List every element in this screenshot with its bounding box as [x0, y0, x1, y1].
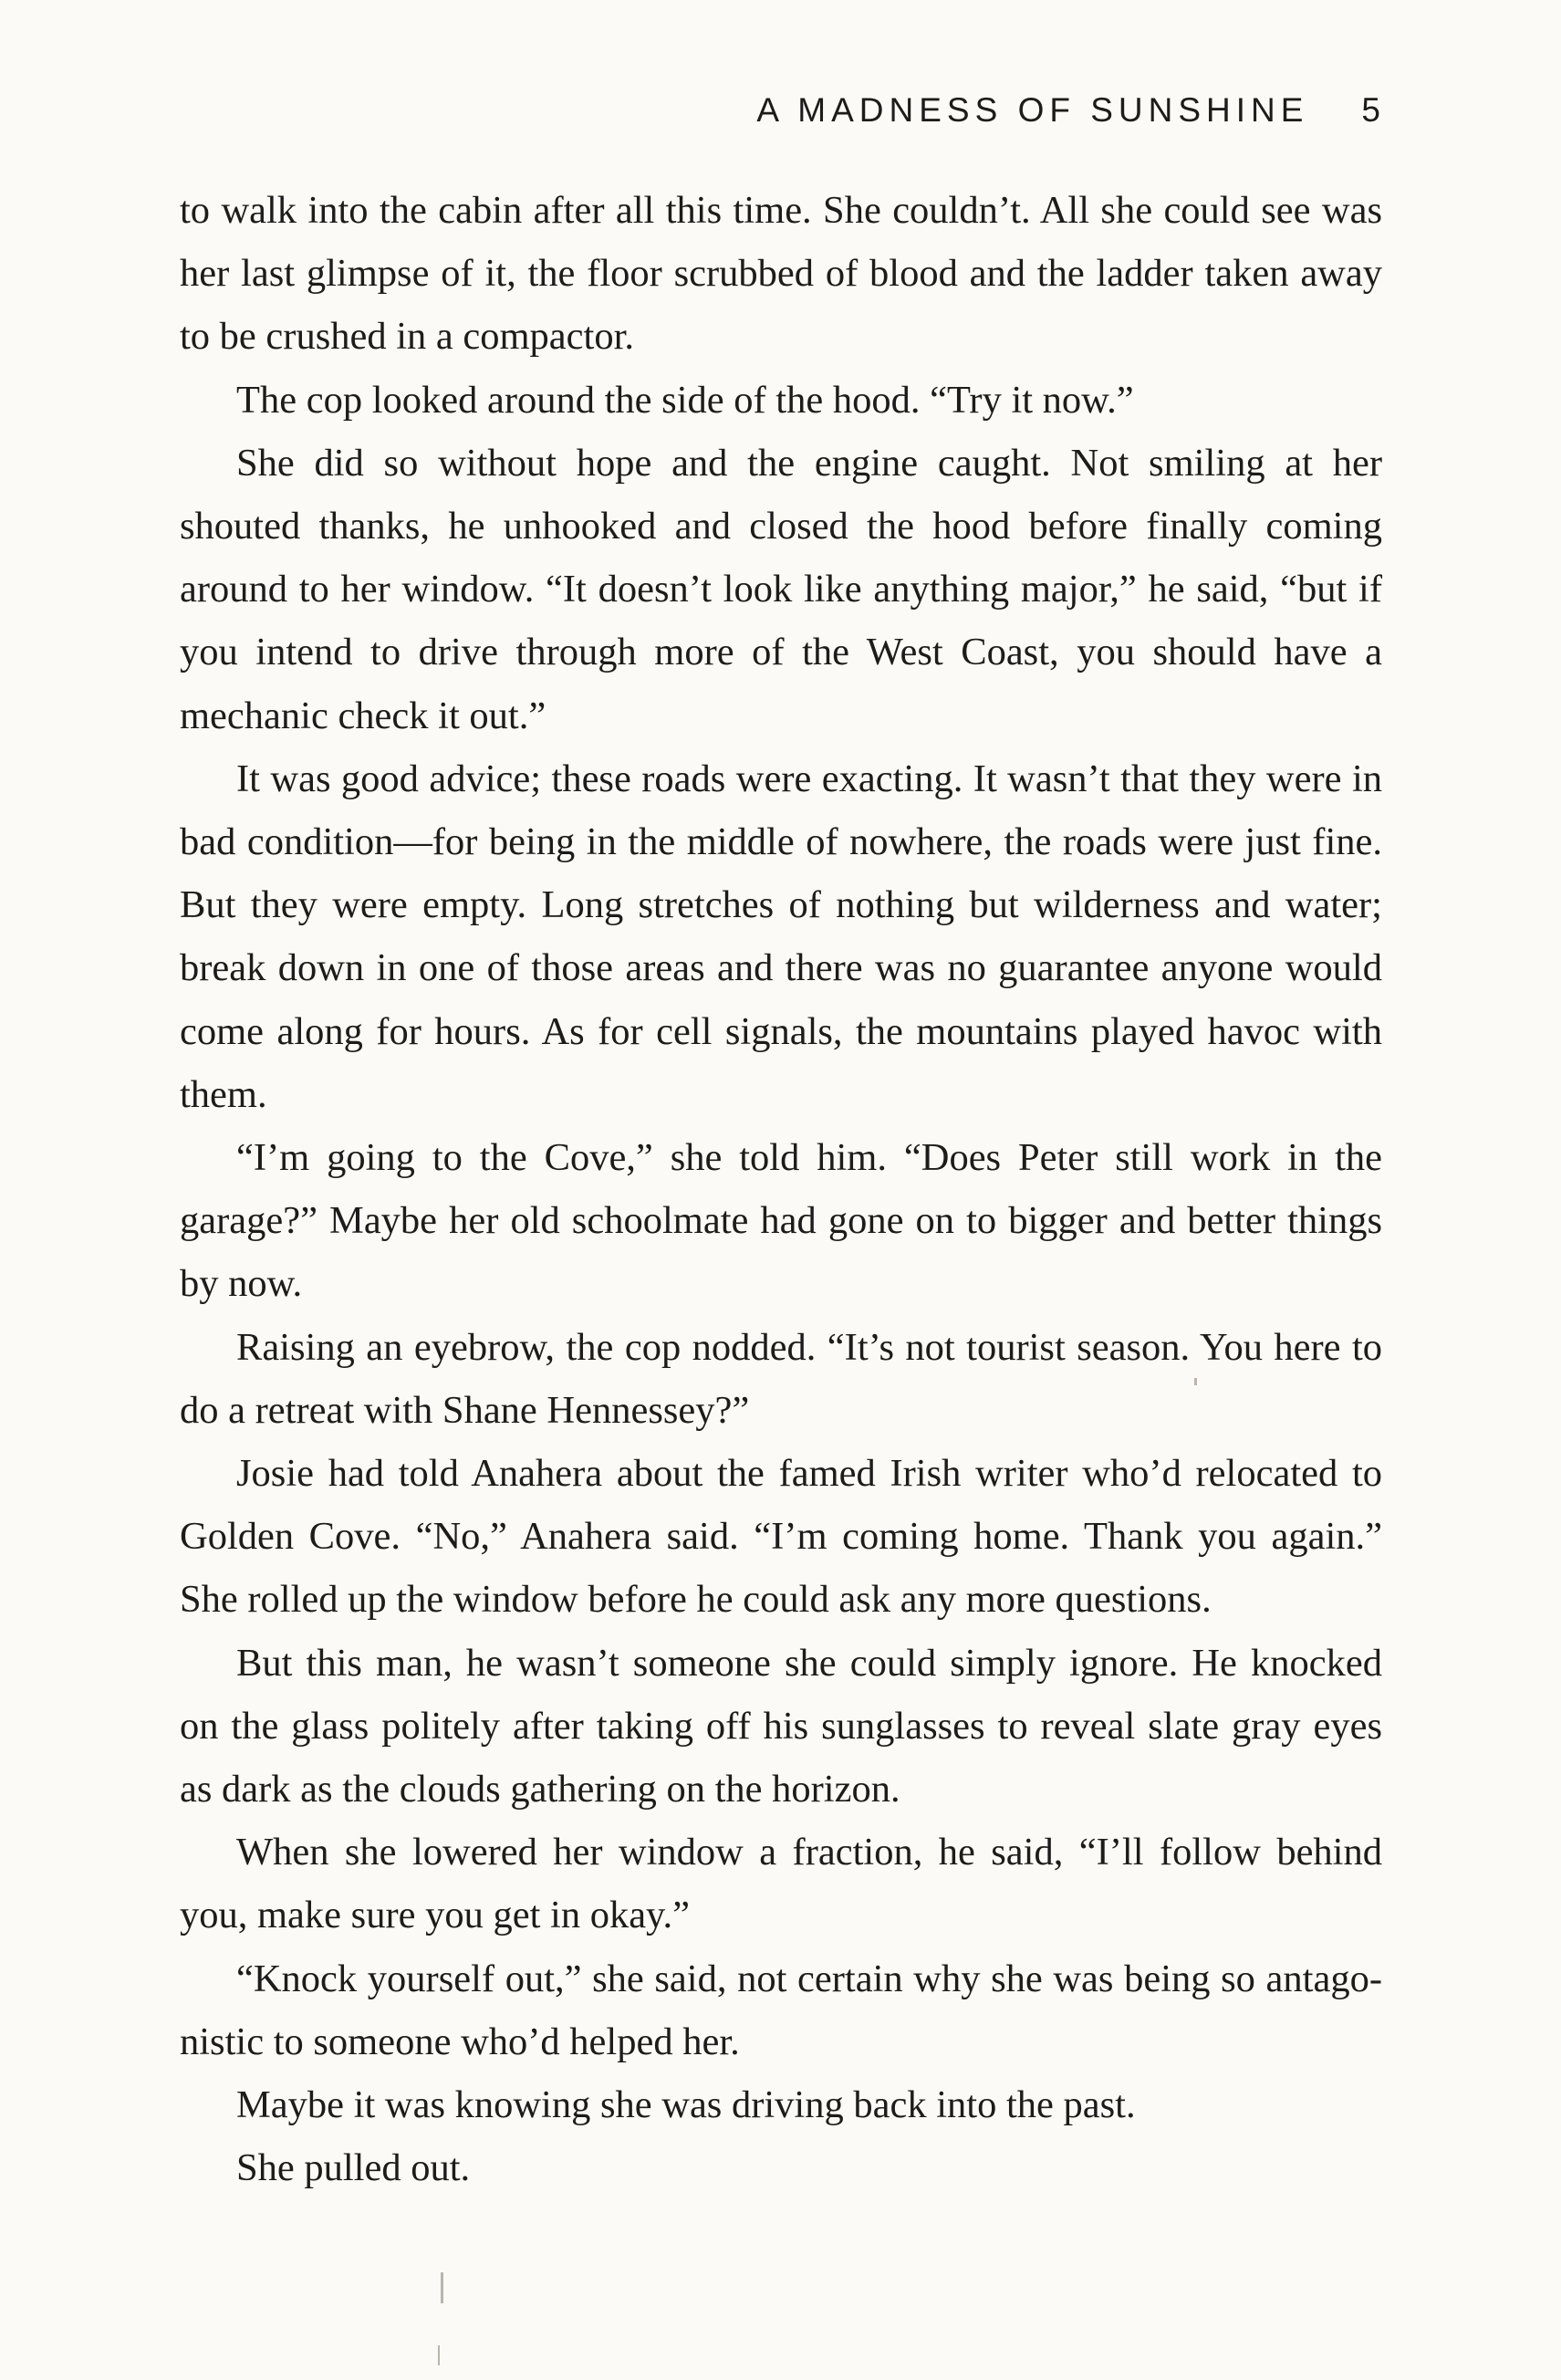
- paragraph: She did so without hope and the engine caught. Not smiling at her shouted thanks, he unhooked and closed the hood before finally coming around to her window. “It doesn’t look like anything major,” he said, “but if you intend to drive through more of the West Coast, you should have a mechanic check it out.”: [180, 441, 1382, 737]
- body-text: [180, 179, 1382, 2200]
- paragraph: She pulled out.: [236, 2146, 471, 2190]
- running-header: [756, 91, 1380, 130]
- paragraph: Maybe it was knowing she was driving back into the past.: [236, 2083, 1136, 2127]
- paragraph: The cop looked around the side of the hood. “Try it now.”: [236, 378, 1134, 422]
- page-number: 5: [1361, 91, 1380, 129]
- paragraph: When she lowered her window a fraction, he said, “I’ll follow behind you, make sure you get in okay.”: [180, 1831, 1382, 1937]
- scan-speck: [438, 2345, 440, 2365]
- paragraph: Raising an eyebrow, the cop nodded. “It’s not tourist season. You here to do a retreat with Shane Hennessey?”: [180, 1325, 1382, 1432]
- running-title: A MADNESS OF SUNSHINE: [756, 91, 1309, 129]
- paragraph: It was good advice; these roads were exacting. It wasn’t that they were in bad condition—for being in the middle of nowhere, the roads were just fine. But they were empty. Long stretches of nothing but wilderness and water; break down in one of those areas and there was no guarantee anyone would come along for hours. As for cell signals, the mountains played havoc with them.: [180, 757, 1382, 1116]
- paragraph: “Knock yourself out,” she said, not certain why she was being so antagonistic to someone who’d helped her.: [180, 1957, 1382, 2063]
- scan-speck: [1194, 1378, 1197, 1385]
- paragraph: Josie had told Anahera about the famed Irish writer who’d relocated to Golden Cove. “No,” Anahera said. “I’m coming home. Thank you again.” She rolled up the window before he could ask any more questions.: [180, 1452, 1382, 1622]
- paragraph: But this man, he wasn’t someone she could simply ignore. He knocked on the glass politely after taking off his sunglasses to reveal slate gray eyes as dark as the clouds gathering on the horizon.: [180, 1641, 1382, 1811]
- paragraph: to walk into the cabin after all this time. She couldn’t. All she could see was her last glimpse of it, the floor scrubbed of blood and the ladder taken away to be crushed in a compactor.: [180, 189, 1382, 359]
- scan-speck: [441, 2272, 443, 2303]
- paragraph: “I’m going to the Cove,” she told him. “Does Peter still work in the garage?” Maybe her old schoolmate had gone on to bigger and better things by now.: [180, 1136, 1382, 1306]
